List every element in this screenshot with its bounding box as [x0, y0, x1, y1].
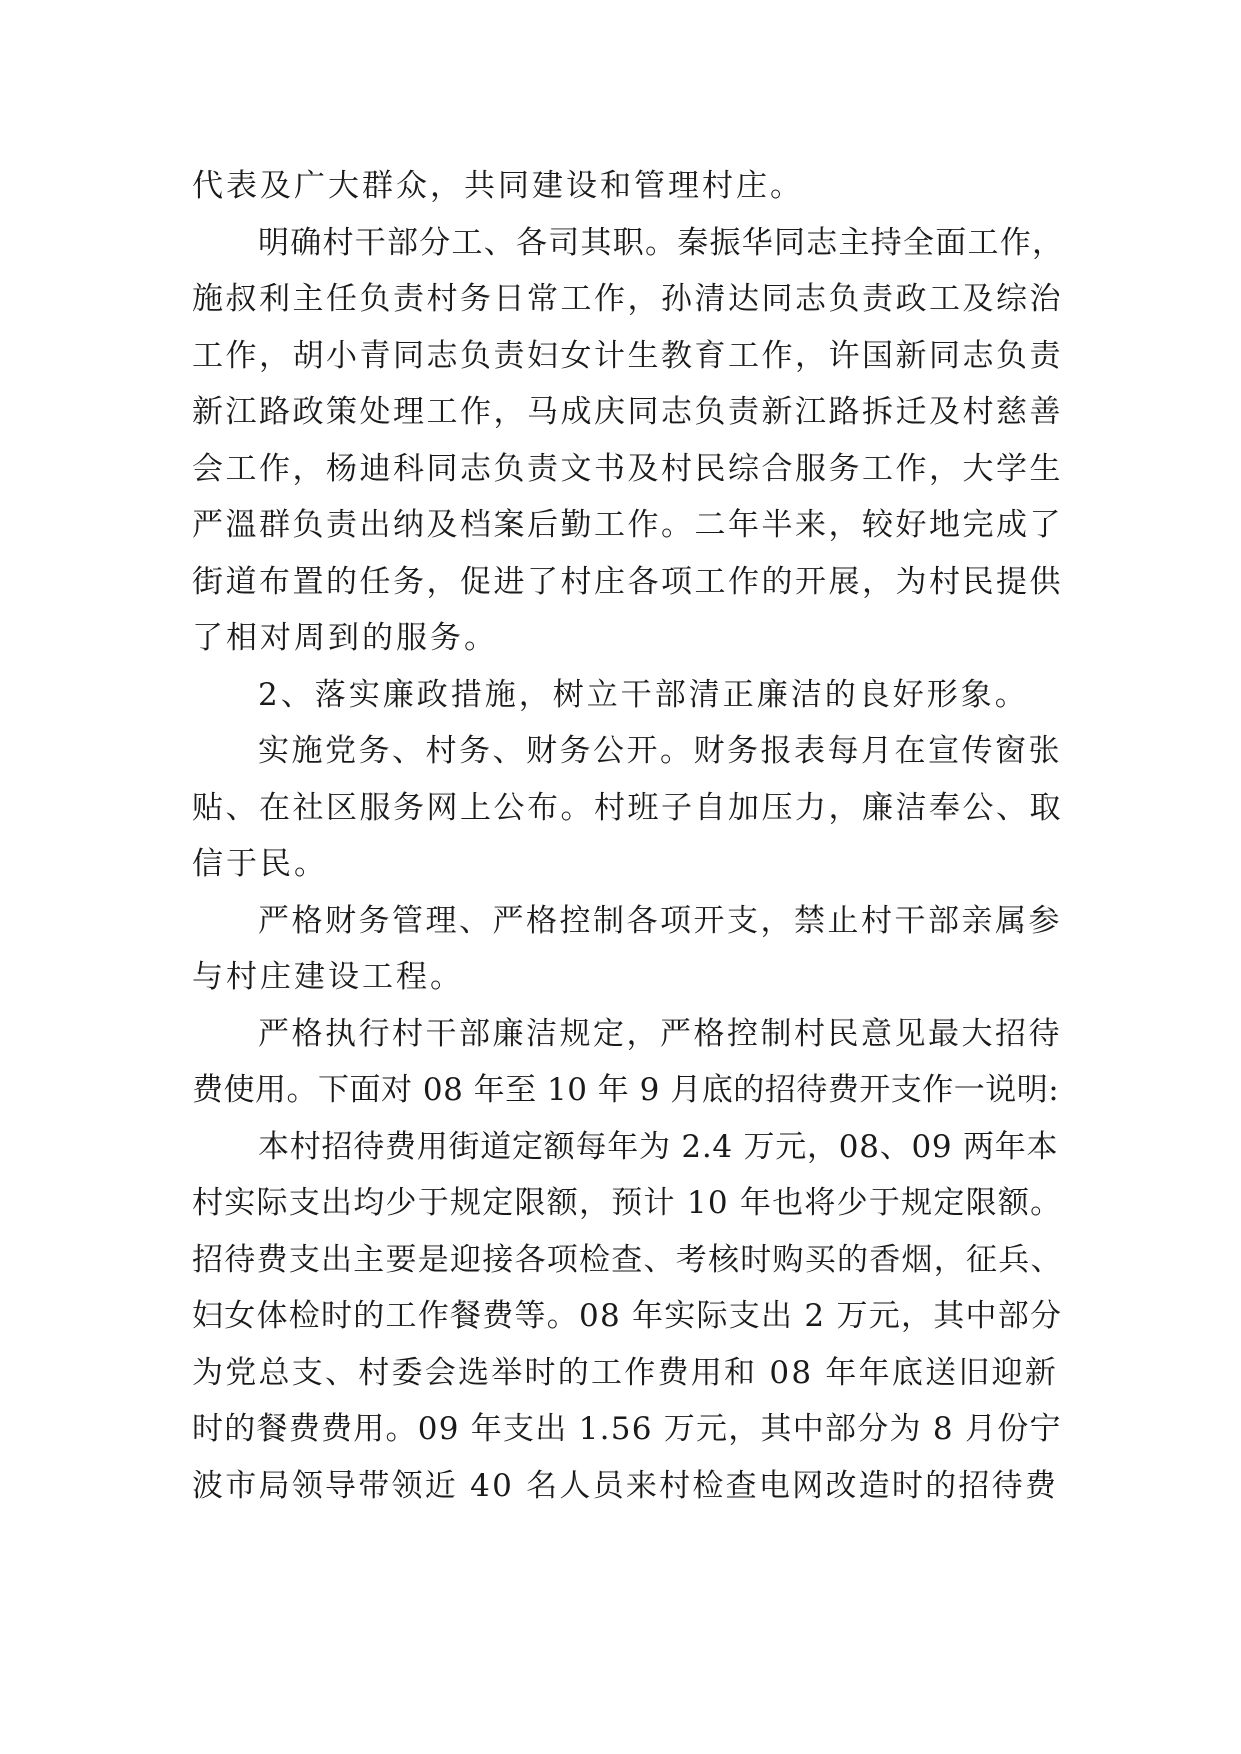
- text-line: 新江路政策处理工作，马成庆同志负责新江路拆迁及村慈善: [192, 394, 1063, 430]
- text-line: 本村招待费用街道定额每年为 2.4 万元，08、09 两年本: [258, 1128, 1059, 1165]
- text-line: 代表及广大群众，共同建设和管理村庄。: [192, 168, 804, 204]
- text-line: 施叔利主任负责村务日常工作，孙清达同志负责政工及综治: [192, 281, 1063, 317]
- text-line: 村实际支出均少于规定限额，预计 10 年也将少于规定限额。: [192, 1185, 1063, 1221]
- text-line: 严格财务管理、严格控制各项开支，禁止村干部亲属参: [258, 902, 1062, 939]
- text-line: 工作，胡小青同志负责妇女计生教育工作，许国新同志负责: [192, 337, 1063, 374]
- text-line: 与村庄建设工程。: [192, 959, 464, 995]
- text-line: 波市局领导带领近 40 名人员来村检查电网改造时的招待费: [192, 1467, 1059, 1504]
- text-line: 时的餐费费用。09 年支出 1.56 万元，其中部分为 8 月份宁: [192, 1411, 1062, 1447]
- text-line: 信于民。: [192, 846, 328, 882]
- text-line: 严溫群负责出纳及档案后勤工作。二年半来，较好地完成了: [192, 507, 1063, 543]
- text-line: 明确村干部分工、各司其职。秦振华同志主持全面工作，: [258, 224, 1065, 261]
- text-line: 贴、在社区服务网上公布。村班子自加压力，廉洁奉公、取: [192, 789, 1063, 826]
- text-line: 费使用。下面对 08 年至 10 年 9 月底的招待费开支作一说明:: [192, 1072, 1060, 1108]
- text-line: 街道布置的任务，促进了村庄各项工作的开展，为村民提供: [192, 563, 1063, 600]
- text-line: 为党总支、村委会选举时的工作费用和 08 年年底送旧迎新: [192, 1354, 1059, 1391]
- text-line: 严格执行村干部廉洁规定，严格控制村民意见最大招待: [258, 1015, 1062, 1052]
- text-line: 妇女体检时的工作餐费等。08 年实际支出 2 万元，其中部分: [192, 1298, 1063, 1334]
- text-line: 实施党务、村务、财务公开。财务报表每月在宣传窗张: [258, 733, 1062, 769]
- document-body: [192, 158, 1064, 1514]
- text-line: 2、落实廉政措施，树立干部清正廉洁的良好形象。: [258, 676, 1029, 713]
- text-line: 会工作，杨迪科同志负责文书及村民综合服务工作，大学生: [192, 450, 1063, 487]
- text-line: 招待费支出主要是迎接各项检查、考核时购买的香烟，征兵、: [192, 1241, 1063, 1278]
- text-line: 了相对周到的服务。: [192, 620, 498, 656]
